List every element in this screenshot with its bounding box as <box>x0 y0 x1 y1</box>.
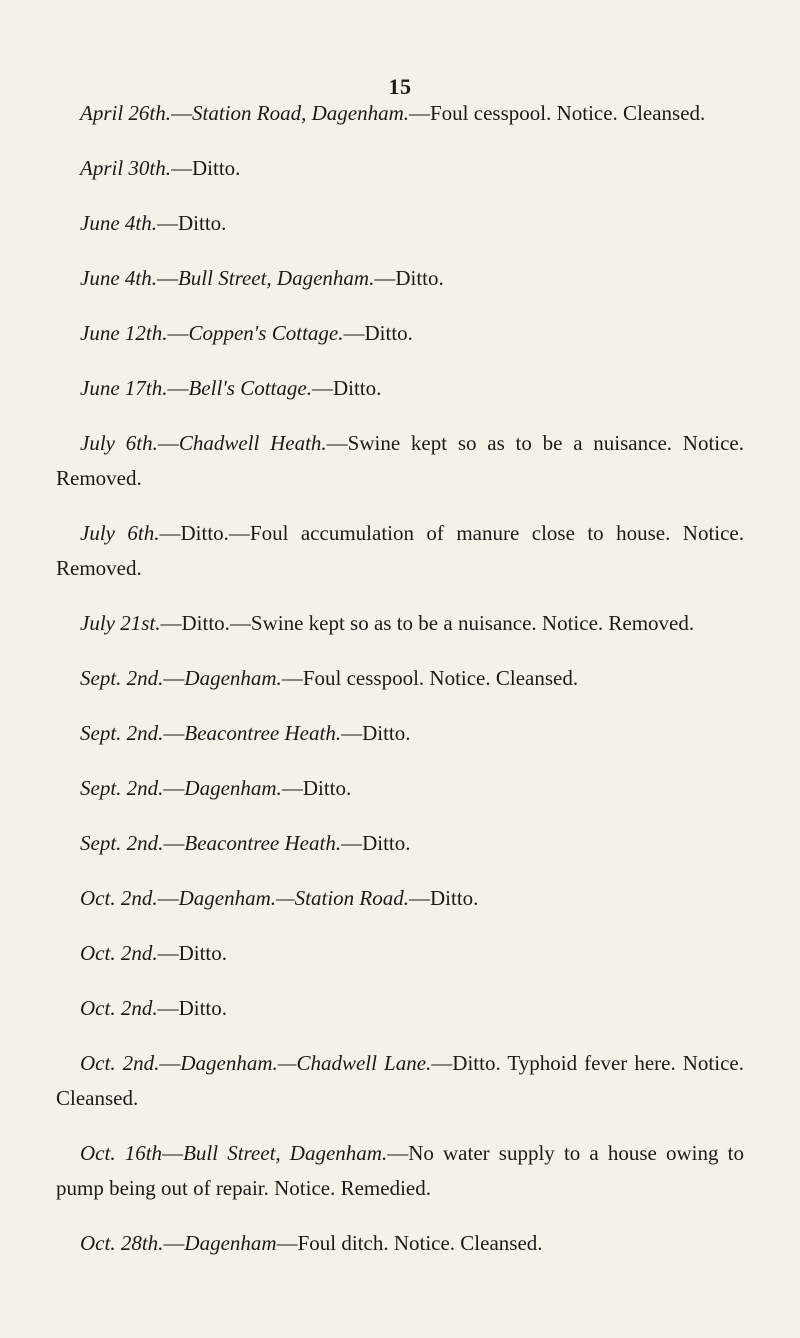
entry-text: —Ditto. <box>343 321 413 345</box>
entry-date: June 4th. <box>80 266 157 290</box>
entry-dash: — <box>162 1141 184 1165</box>
entries-list <box>56 96 744 1281</box>
entry-dash: — <box>163 831 185 855</box>
entry <box>56 771 744 806</box>
entry <box>56 606 744 641</box>
entry-date: Sept. 2nd. <box>80 776 164 800</box>
entry-date: Sept. 2nd. <box>80 721 164 745</box>
entry-place: Beacontree Heath. <box>184 721 342 745</box>
entry <box>56 371 744 406</box>
entry <box>56 881 744 916</box>
entry-dash: — <box>167 321 189 345</box>
entry-place: Bell's Cottage. <box>188 376 312 400</box>
entry-date: Oct. 2nd. <box>80 1051 160 1075</box>
entry-place: Station Road, Dagenham. <box>192 101 409 125</box>
entry-place: Chadwell Heath. <box>178 431 327 455</box>
entry-text: —Ditto.—Swine kept so as to be a nuisance. Notice. Removed. <box>160 611 695 635</box>
entry-text: —Ditto. Typhoid fever here. Notice. Cleansed. <box>56 1051 744 1110</box>
entry-place: Dagenham. <box>184 776 282 800</box>
entry-dash: — <box>156 266 178 290</box>
entry-dash: — <box>157 886 179 910</box>
entry-text: —Ditto. <box>156 211 227 235</box>
entry <box>56 316 744 351</box>
page-number: 15 <box>388 74 412 99</box>
entry-date: April 26th. <box>80 101 172 125</box>
entry-dash: — <box>157 431 179 455</box>
entry-date: Oct. 2nd. <box>80 996 158 1020</box>
entry-text: —Ditto. <box>311 376 382 400</box>
entry-dash: — <box>163 666 185 690</box>
entry-date: June 17th. <box>80 376 168 400</box>
entry-dash: — <box>163 776 185 800</box>
entry-text: —Ditto. <box>341 721 411 745</box>
entry-date: Oct. 2nd. <box>80 886 158 910</box>
entry-text: —Ditto. <box>281 776 352 800</box>
entry-text: —Ditto. <box>157 941 227 965</box>
entry-date: June 4th. <box>80 211 157 235</box>
entry <box>56 1226 744 1261</box>
entry-place: Beacontree Heath. <box>184 831 342 855</box>
entry-date: Sept. 2nd. <box>80 666 164 690</box>
entry-text: —Swine kept so as to be a nuisance. Notice. Removed. <box>56 431 745 490</box>
entry-place: Coppen's Cottage. <box>188 321 344 345</box>
entry-place: Dagenham <box>184 1231 277 1255</box>
entry <box>56 661 744 696</box>
entry-place: Bull Street, Dagenham. <box>177 266 375 290</box>
entry-date: Oct. 2nd. <box>80 941 158 965</box>
entry-place: Bull Street, Dagenham. <box>183 1141 388 1165</box>
entry-text: —Ditto. <box>157 996 227 1020</box>
entry-place: Dagenham.—Chadwell Lane. <box>180 1051 432 1075</box>
entry <box>56 261 744 296</box>
entry <box>56 96 744 131</box>
entry-text: —Ditto. <box>374 266 444 290</box>
entry-date: June 12th. <box>80 321 168 345</box>
entry-date: Sept. 2nd. <box>80 831 164 855</box>
entry-dash: — <box>167 376 189 400</box>
entry-text: —Foul cesspool. Notice. Cleansed. <box>281 666 579 690</box>
entry-text: —No water supply to a house owing to pump being out of repair. Notice. Remedied. <box>56 1141 744 1200</box>
entry-date: July 6th. <box>80 521 160 545</box>
entry-dash: — <box>163 1231 185 1255</box>
entry-date: Oct. 28th. <box>80 1231 164 1255</box>
entry <box>56 826 744 861</box>
entry <box>56 936 744 971</box>
entry-dash: — <box>159 1051 181 1075</box>
entry <box>56 426 744 496</box>
entry-text: —Ditto. <box>341 831 411 855</box>
entry-text: —Ditto. <box>408 886 479 910</box>
entry-text: —Ditto.—Foul accumulation of manure close to house. Notice. Removed. <box>56 521 745 580</box>
entry <box>56 991 744 1026</box>
entry-date: April 30th. <box>80 156 172 180</box>
entry-date: Oct. 16th <box>80 1141 163 1165</box>
entry-date: July 6th. <box>80 431 158 455</box>
entry <box>56 1046 744 1116</box>
entry <box>56 206 744 241</box>
entry-date: July 21st. <box>80 611 161 635</box>
entry-dash: — <box>163 721 185 745</box>
entry <box>56 1136 744 1206</box>
entry-dash: — <box>171 101 193 125</box>
entry-place: Dagenham. <box>184 666 282 690</box>
entry-text: —Foul ditch. Notice. Cleansed. <box>276 1231 543 1255</box>
entry <box>56 516 744 586</box>
entry-text: —Ditto. <box>171 156 241 180</box>
entry <box>56 151 744 186</box>
entry-text: —Foul cesspool. Notice. Cleansed. <box>409 101 706 125</box>
entry <box>56 716 744 751</box>
entry-place: Dagenham.—Station Road. <box>178 886 409 910</box>
